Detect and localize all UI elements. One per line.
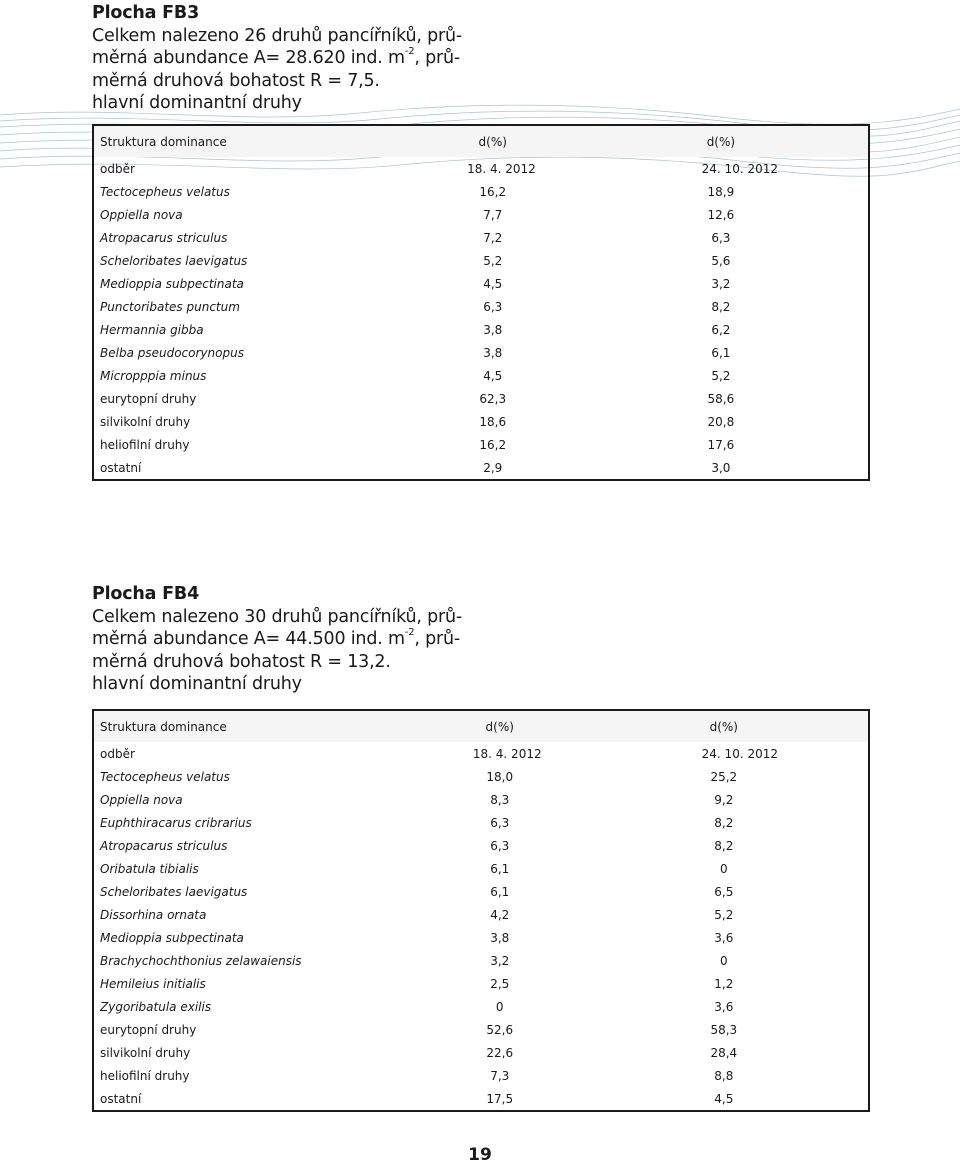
exponent: -2	[404, 627, 415, 639]
group-row	[93, 1087, 869, 1111]
value-1: 7,3	[490, 1068, 510, 1083]
summary-line-2	[92, 47, 870, 70]
value-2: 6,5	[714, 884, 734, 899]
section-fb3	[92, 2, 870, 475]
table-row	[93, 903, 869, 926]
species-name: Belba pseudocorynopus	[100, 345, 244, 360]
group-name: eurytopní druhy	[100, 1022, 197, 1037]
summary-line-2-end: , prů-	[414, 48, 461, 68]
value-1: 6,3	[490, 838, 510, 853]
table-row	[93, 995, 869, 1018]
date-2: 24. 10. 2012	[701, 161, 778, 176]
value-1: 6,1	[490, 884, 510, 899]
species-name: Scheloribates laevigatus	[100, 884, 248, 899]
value-2: 6,2	[711, 322, 731, 337]
table-row	[93, 788, 869, 811]
summary-line-1: Celkem nalezeno 26 druhů pancířníků, prů-	[92, 25, 463, 46]
value-1: 7,7	[483, 207, 503, 222]
page-number: 19	[468, 1145, 492, 1165]
value-1: 18,0	[486, 769, 514, 784]
table-row	[93, 295, 869, 318]
group-name: ostatní	[100, 1091, 142, 1106]
species-name: Punctoribates punctum	[100, 299, 240, 314]
species-name: Brachychochthonius zelawaiensis	[100, 953, 302, 968]
table-row	[93, 203, 869, 226]
group-name: eurytopní druhy	[100, 391, 197, 406]
species-name: Medioppia subpectinata	[100, 276, 244, 291]
header-d1: d(%)	[420, 710, 580, 742]
value-1: 3,2	[490, 953, 510, 968]
date-1: 18. 4. 2012	[472, 746, 542, 761]
value-2: 0	[719, 953, 728, 968]
species-name: Atropacarus striculus	[100, 230, 228, 245]
section-title: Plocha FB3	[92, 3, 200, 23]
value-1: 7,2	[483, 230, 503, 245]
group-row	[93, 1064, 869, 1087]
species-name: Oribatula tibialis	[100, 861, 199, 876]
summary-line-4: hlavní dominantní druhy	[92, 674, 302, 694]
header-d1: d(%)	[412, 125, 574, 157]
value-1: 4,2	[490, 907, 510, 922]
dates-row	[93, 157, 869, 180]
value-2: 25,2	[710, 769, 738, 784]
value-1: 16,2	[479, 437, 507, 452]
value-2: 8,8	[714, 1068, 734, 1083]
species-name: Oppiella nova	[100, 207, 183, 222]
header-d2: d(%)	[580, 710, 869, 742]
table-row	[93, 318, 869, 341]
species-name: Tectocepheus velatus	[100, 769, 230, 784]
value-1: 3,8	[483, 322, 503, 337]
value-1: 3,8	[483, 345, 503, 360]
group-name: silvikolní druhy	[100, 414, 191, 429]
value-2: 6,1	[711, 345, 731, 360]
header-structure: Struktura dominance	[93, 710, 420, 742]
summary-line-2-text: měrná abundance A= 28.620 ind. m	[92, 48, 405, 68]
value-2: 3,2	[711, 276, 731, 291]
group-row	[93, 387, 869, 410]
group-row	[93, 433, 869, 456]
table-row	[93, 949, 869, 972]
date-1: 18. 4. 2012	[467, 161, 536, 176]
section-title: Plocha FB4	[92, 584, 200, 604]
table-row	[93, 226, 869, 249]
species-name: Atropacarus striculus	[100, 838, 228, 853]
value-2: 4,5	[714, 1091, 734, 1106]
value-2: 9,2	[714, 792, 734, 807]
value-1: 6,1	[490, 861, 510, 876]
species-name: Hermannia gibba	[100, 322, 204, 337]
value-1: 17,5	[486, 1091, 514, 1106]
value-1: 4,5	[483, 368, 503, 383]
species-name: Dissorhina ornata	[100, 907, 207, 922]
summary-line-2-text: měrná abundance A= 44.500 ind. m	[92, 629, 405, 649]
value-2: 8,2	[711, 299, 731, 314]
table-header-row	[93, 125, 869, 157]
value-2: 1,2	[714, 976, 734, 991]
table-row	[93, 811, 869, 834]
value-1: 3,8	[490, 930, 510, 945]
value-2: 3,6	[714, 999, 734, 1014]
value-2: 18,9	[707, 184, 735, 199]
group-name: silvikolní druhy	[100, 1045, 191, 1060]
summary-line-1: Celkem nalezeno 30 druhů pancířníků, prů-	[92, 606, 463, 627]
table-row	[93, 364, 869, 387]
value-1: 62,3	[479, 391, 507, 406]
section-heading	[92, 583, 870, 696]
summary-line-2	[92, 628, 870, 651]
summary-line-3: měrná druhová bohatost R = 13,2.	[92, 651, 391, 672]
value-1: 2,5	[490, 976, 510, 991]
value-1: 4,5	[483, 276, 503, 291]
value-2: 0	[719, 861, 728, 876]
table-row	[93, 341, 869, 364]
header-structure: Struktura dominance	[93, 125, 412, 157]
header-d2: d(%)	[574, 125, 869, 157]
value-2: 58,6	[707, 391, 735, 406]
value-1: 5,2	[483, 253, 503, 268]
group-row	[93, 410, 869, 433]
group-name: ostatní	[100, 460, 142, 475]
species-name: Zygoribatula exilis	[100, 999, 212, 1014]
value-1: 16,2	[479, 184, 507, 199]
group-name: heliofilní druhy	[100, 437, 190, 452]
table-row	[93, 249, 869, 272]
value-2: 3,6	[714, 930, 734, 945]
species-name: Scheloribates laevigatus	[100, 253, 248, 268]
species-name: Hemileius initialis	[100, 976, 206, 991]
dominance-table	[92, 124, 870, 481]
table-row	[93, 880, 869, 903]
odber-label: odběr	[100, 161, 135, 176]
value-2: 12,6	[707, 207, 735, 222]
value-1: 6,3	[483, 299, 503, 314]
table-row	[93, 857, 869, 880]
group-row	[93, 1041, 869, 1064]
table-row	[93, 765, 869, 788]
dominance-table	[92, 709, 870, 1112]
value-2: 58,3	[710, 1022, 738, 1037]
value-2: 3,0	[711, 460, 731, 475]
table-row	[93, 926, 869, 949]
group-row	[93, 1018, 869, 1041]
species-name: Euphthiracarus cribrarius	[100, 815, 252, 830]
value-2: 17,6	[707, 437, 735, 452]
value-2: 5,2	[711, 368, 731, 383]
exponent: -2	[404, 46, 415, 58]
summary-line-2-end: , prů-	[414, 629, 461, 649]
value-1: 6,3	[490, 815, 510, 830]
section-fb4	[92, 583, 870, 1106]
section-heading	[92, 2, 870, 115]
summary-line-4: hlavní dominantní druhy	[92, 93, 302, 113]
value-1: 22,6	[486, 1045, 514, 1060]
table-row	[93, 972, 869, 995]
value-1: 0	[495, 999, 504, 1014]
table-row	[93, 834, 869, 857]
value-2: 20,8	[707, 414, 735, 429]
value-2: 28,4	[710, 1045, 738, 1060]
odber-label: odběr	[100, 746, 135, 761]
value-2: 5,6	[711, 253, 731, 268]
value-2: 5,2	[714, 907, 734, 922]
value-2: 6,3	[711, 230, 731, 245]
table-header-row	[93, 710, 869, 742]
value-2: 8,2	[714, 815, 734, 830]
value-2: 8,2	[714, 838, 734, 853]
species-name: Medioppia subpectinata	[100, 930, 244, 945]
table-row	[93, 180, 869, 203]
value-1: 2,9	[483, 460, 503, 475]
value-1: 52,6	[486, 1022, 514, 1037]
group-row	[93, 456, 869, 480]
value-1: 8,3	[490, 792, 510, 807]
species-name: Oppiella nova	[100, 792, 183, 807]
summary-line-3: měrná druhová bohatost R = 7,5.	[92, 70, 380, 91]
date-2: 24. 10. 2012	[701, 746, 778, 761]
group-name: heliofilní druhy	[100, 1068, 190, 1083]
species-name: Tectocepheus velatus	[100, 184, 230, 199]
dates-row	[93, 742, 869, 765]
table-row	[93, 272, 869, 295]
species-name: Micropppia minus	[100, 368, 207, 383]
value-1: 18,6	[479, 414, 507, 429]
